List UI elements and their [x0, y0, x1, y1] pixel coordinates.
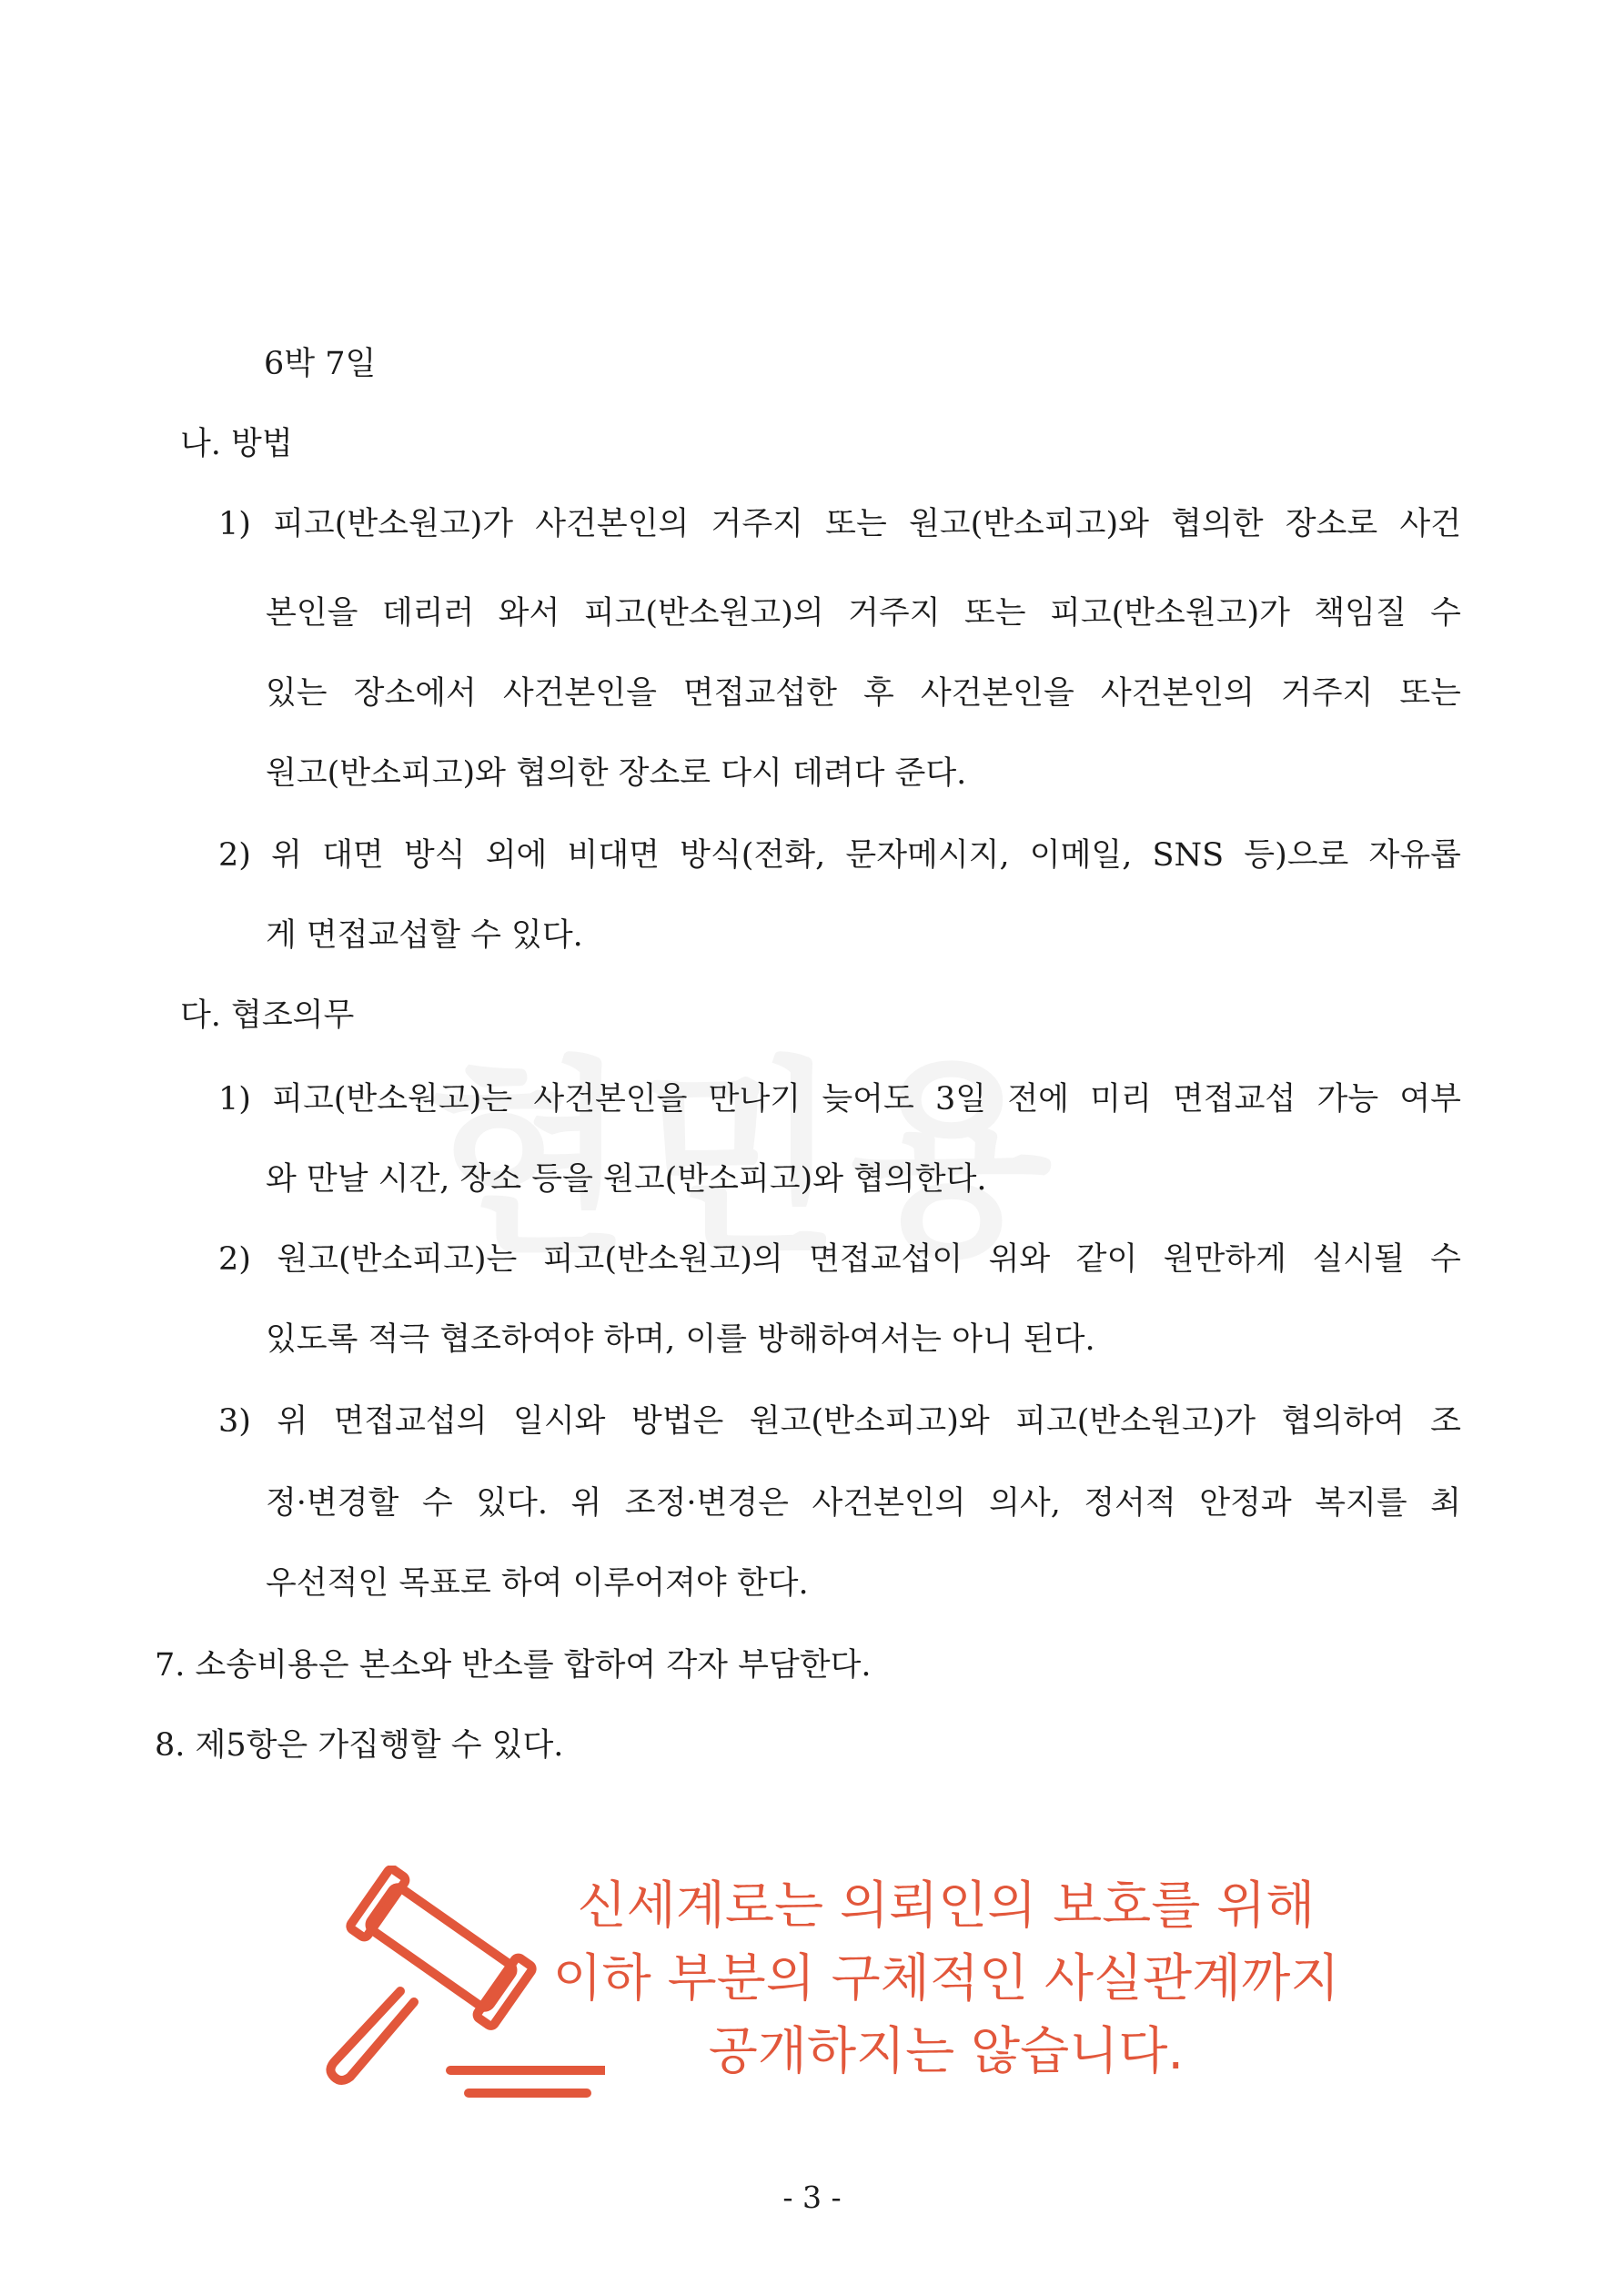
cooperation-item-2-line-2: 있도록 적극 협조하여야 하며, 이를 방해하여서는 아니 된다. — [266, 1321, 1095, 1358]
cooperation-item-3-line-1: 3) 위 면접교섭의 일시와 방법은 원고(반소피고)와 피고(반소원고)가 협의하여 조 — [218, 1403, 1461, 1440]
method-item-1-line-4: 원고(반소피고)와 협의한 장소로 다시 데려다 준다. — [266, 755, 967, 792]
clause-7: 7. 소송비용은 본소와 반소를 합하여 각자 부담한다. — [155, 1647, 872, 1684]
method-item-1-line-3: 있는 장소에서 사건본인을 면접교섭한 후 사건본인을 사건본인의 거주지 또는 — [266, 675, 1461, 712]
cooperation-item-3-line-2: 정·변경할 수 있다. 위 조정·변경은 사건본인의 의사, 정서적 안정과 복지를 최 — [266, 1485, 1461, 1522]
page-number: - 3 - — [782, 2180, 842, 2215]
notice-line-2: 이하 부분의 구체적인 사실관계까지 — [552, 1949, 1340, 2008]
notice-line-1: 신세계로는 의뢰인의 보호를 위해 — [577, 1876, 1316, 1936]
method-item-2-line-1: 2) 위 대면 방식 외에 비대면 방식(전화, 문자메시지, 이메일, SNS 등)으로 자유롭 — [218, 837, 1461, 874]
clause-8: 8. 제5항은 가집행할 수 있다. — [155, 1727, 564, 1764]
duration-text: 6박 7일 — [264, 346, 377, 382]
notice-line-3: 공개하지는 않습니다. — [708, 2022, 1185, 2081]
section-heading-method: 나. 방법 — [180, 426, 293, 462]
cooperation-item-3-line-3: 우선적인 목표로 하여 이루어져야 한다. — [266, 1565, 809, 1602]
section-heading-cooperation: 다. 협조의무 — [180, 997, 355, 1034]
cooperation-item-2-line-1: 2) 원고(반소피고)는 피고(반소원고)의 면접교섭이 위와 같이 원만하게 실시될 수 — [218, 1241, 1461, 1278]
method-item-1-line-2: 본인을 데리러 와서 피고(반소원고)의 거주지 또는 피고(반소원고)가 책임질 수 — [266, 595, 1461, 632]
method-item-2-line-2: 게 면접교섭할 수 있다. — [266, 917, 583, 954]
cooperation-item-1-line-1: 1) 피고(반소원고)는 사건본인을 만나기 늦어도 3일 전에 미리 면접교섭 가능 여부 — [218, 1081, 1461, 1118]
method-item-1-line-1: 1) 피고(반소원고)가 사건본인의 거주지 또는 원고(반소피고)와 협의한 장소로 사건 — [218, 506, 1461, 542]
cooperation-item-1-line-2: 와 만날 시간, 장소 등을 원고(반소피고)와 협의한다. — [266, 1161, 987, 1198]
